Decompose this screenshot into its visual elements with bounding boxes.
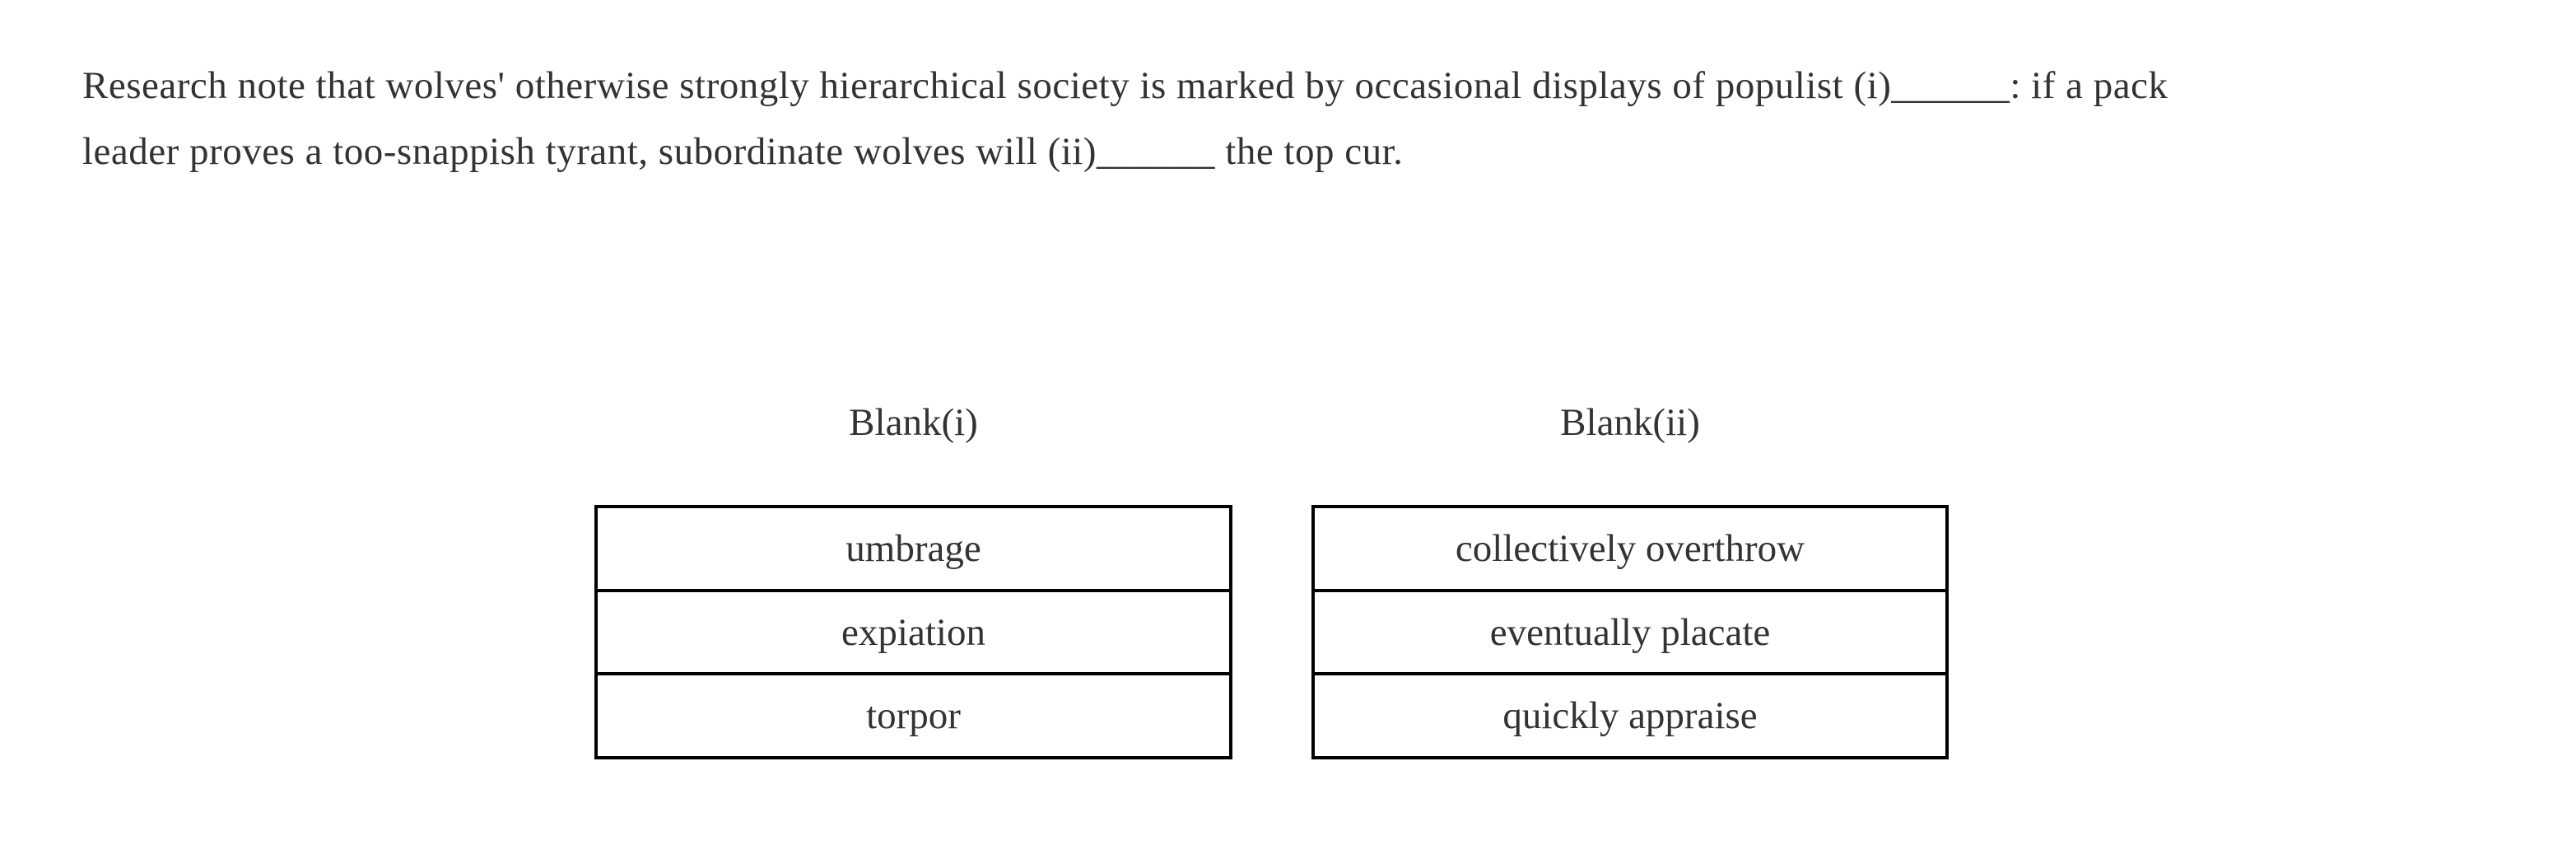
blank-i-option-torpor[interactable]: torpor — [598, 672, 1229, 756]
blank-i-option-expiation[interactable]: expiation — [598, 589, 1229, 673]
blank-ii-options-table — [1311, 505, 1949, 759]
blank-i-options-table — [594, 505, 1232, 759]
blank-ii-header: Blank(ii) — [1560, 401, 1700, 444]
blank-i-header: Blank(i) — [849, 401, 978, 444]
blank-i-option-umbrage[interactable]: umbrage — [598, 508, 1229, 589]
blank-ii-option-quickly-appraise[interactable]: quickly appraise — [1315, 672, 1945, 756]
question-line-2: leader proves a too-snappish tyrant, subordinate wolves will (ii)______ the top cur. — [82, 130, 1404, 173]
blank-ii-option-collectively-overthrow[interactable]: collectively overthrow — [1315, 508, 1945, 589]
question-text — [82, 53, 2168, 184]
blank-ii-option-eventually-placate[interactable]: eventually placate — [1315, 589, 1945, 673]
question-line-1: Research note that wolves' otherwise strongly hierarchical society is marked by occasional displays of populist (i)______: if a pack — [82, 64, 2168, 107]
